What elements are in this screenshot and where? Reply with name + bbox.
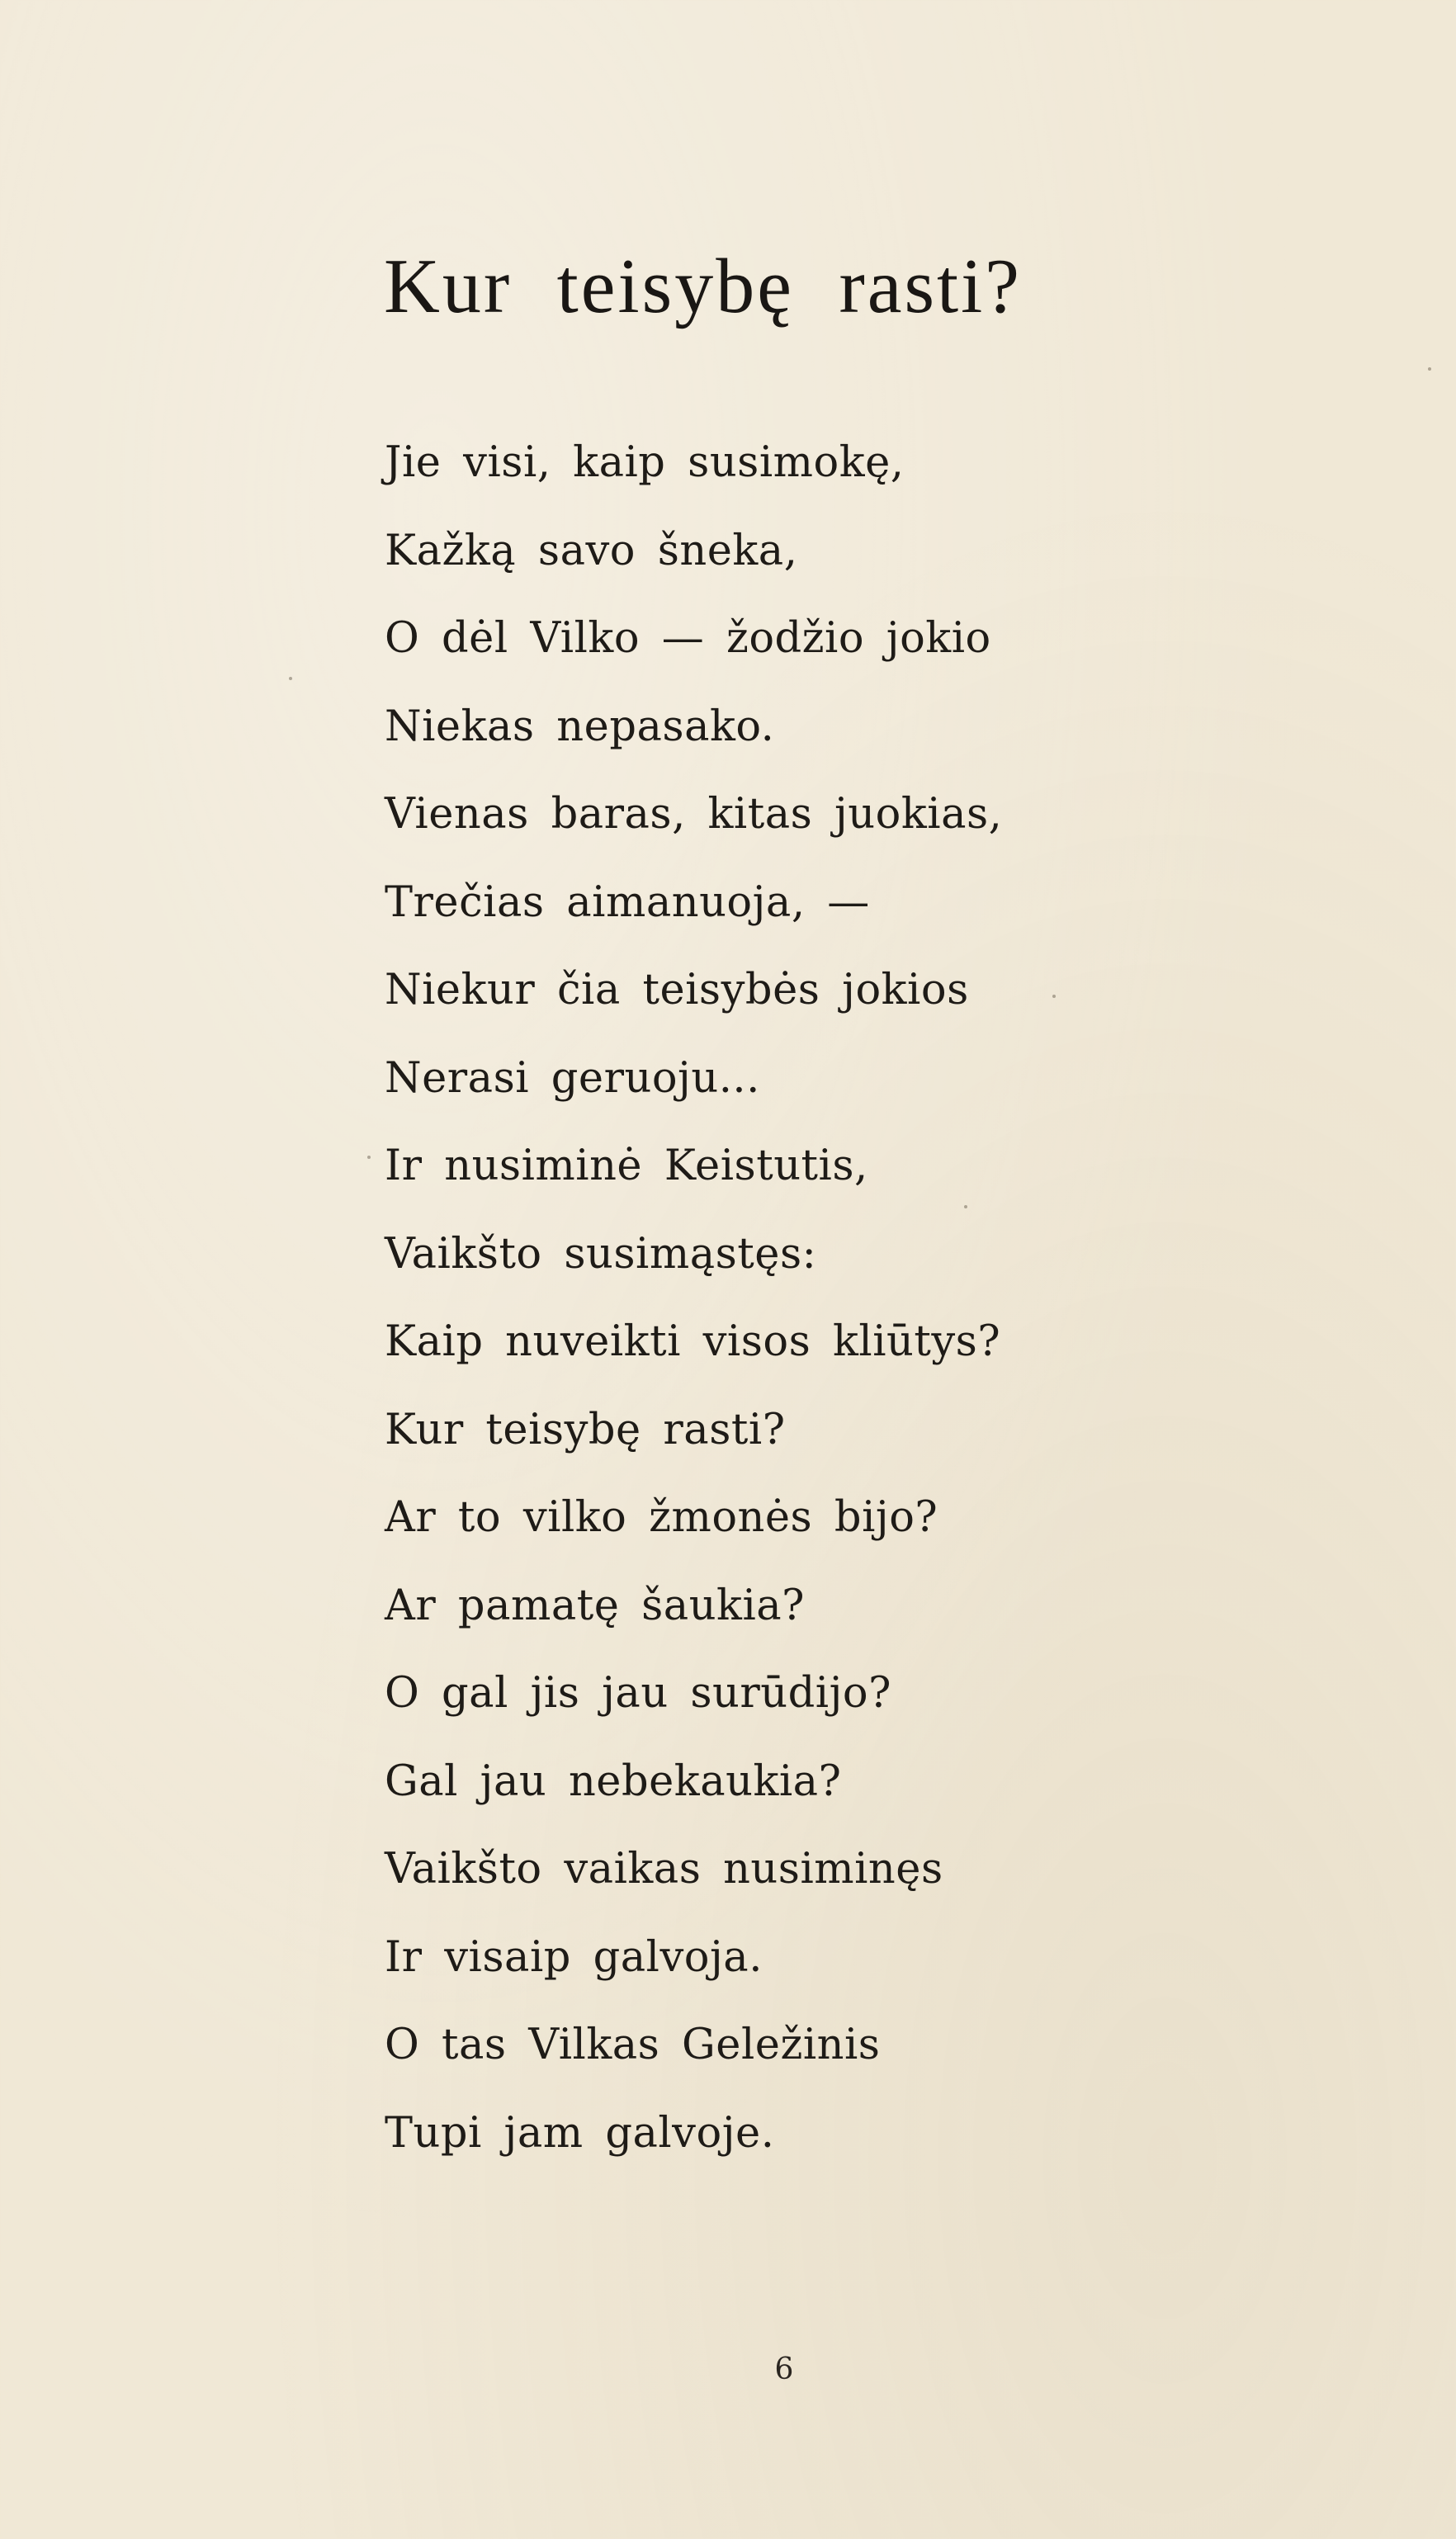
- poem-body: [385, 419, 1002, 2177]
- poem-line: Gal jau nebekaukia?: [385, 1756, 842, 1806]
- paper-speck: [1428, 367, 1431, 371]
- poem-line: Kur teisybę rasti?: [385, 1405, 786, 1454]
- poem-line: O dėl Vilko — žodžio jokio: [385, 614, 991, 663]
- poem-line: Vienas baras, kitas juokias,: [385, 790, 1003, 839]
- paper-speck: [289, 677, 292, 680]
- poem-line: Kaip nuveikti visos kliūtys?: [385, 1317, 1001, 1366]
- poem-title: Kur teisybę rasti?: [384, 243, 1023, 329]
- paper-speck: [964, 1205, 967, 1208]
- poem-line: Vaikšto susimąstęs:: [385, 1229, 817, 1279]
- poem-line: Tupi jam galvoje.: [385, 2108, 775, 2158]
- poem-line: Trečias aimanuoja, —: [385, 877, 870, 927]
- poem-line: Ir visaip galvoja.: [385, 1932, 763, 1982]
- poem-line: Ar to vilko žmonės bijo?: [385, 1493, 938, 1542]
- poem-line: O gal jis jau surūdijo?: [385, 1669, 891, 1718]
- page-number: 6: [774, 2352, 794, 2386]
- poem-line: Jie visi, kaip susimokę,: [385, 438, 905, 487]
- poem-line: Kažką savo šneka,: [385, 526, 798, 575]
- poem-line: Ar pamatę šaukia?: [385, 1581, 806, 1630]
- poem-line: Nerasi geruoju...: [385, 1053, 760, 1103]
- poem-line: Vaikšto vaikas nusiminęs: [385, 1845, 943, 1894]
- poem-line: Niekur čia teisybės jokios: [385, 966, 969, 1014]
- poem-line: Niekas nepasako.: [385, 702, 775, 751]
- poem-line: Ir nusiminė Keistutis,: [385, 1142, 868, 1190]
- paper-speck: [1052, 995, 1056, 998]
- paper-speck: [367, 1156, 371, 1159]
- poem-line: O tas Vilkas Geležinis: [385, 2021, 881, 2069]
